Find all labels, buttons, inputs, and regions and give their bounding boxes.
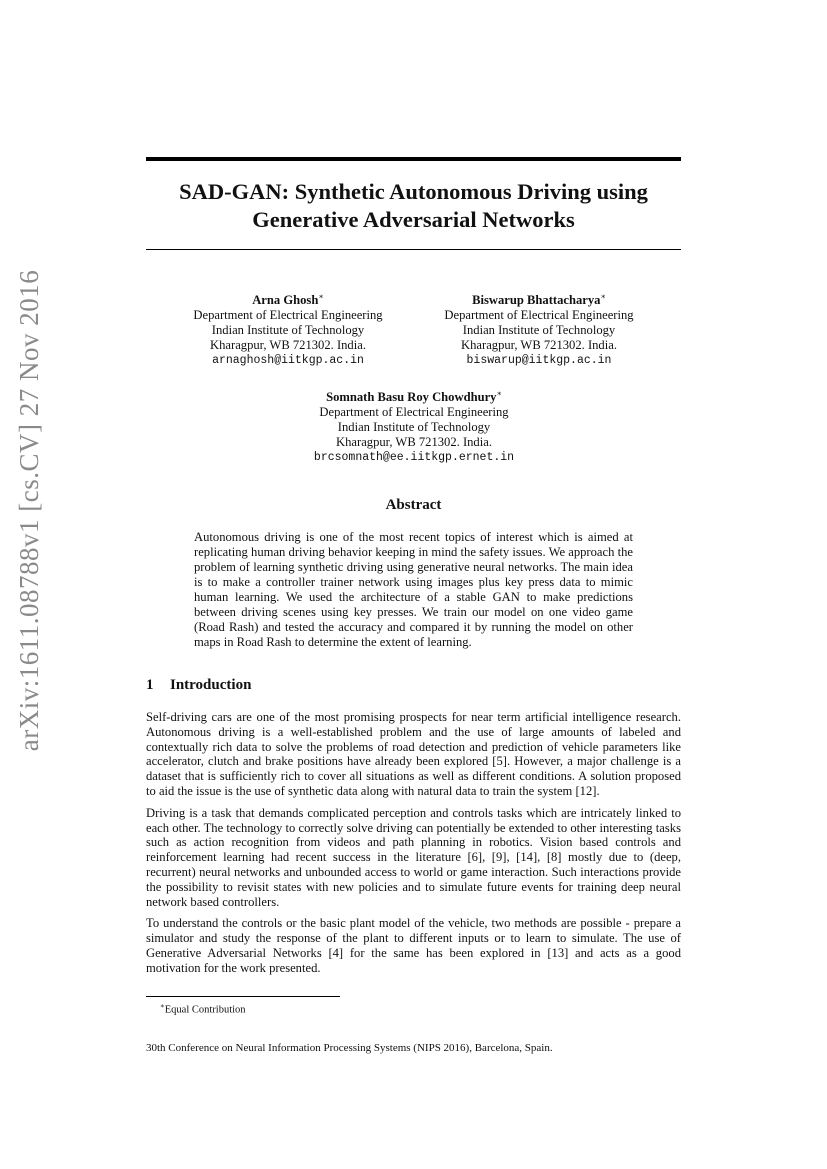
author-block <box>173 289 403 368</box>
paragraph: Driving is a task that demands complicated perception and controls tasks which are intricately linked to each other. The technology to correctly solve driving can potentially be extended to other interesting tasks such as action recognition from videos and path planning in robotics. Vision based controls and reinforcement learning had recent success in the literature [6], [9], [14], [8] mostly due to (deep, recurrent) neural networks and unbounded access to world or game interaction. Such interactions provide the possibility to revisit states with new policies and to simulate future events for training deep neural network based controllers. <box>146 805 681 909</box>
conference-note: 30th Conference on Neural Information Processing Systems (NIPS 2016), Barcelona, Spain. <box>146 1042 553 1054</box>
author-email[interactable]: brcsomnath@ee.iitkgp.ernet.in <box>313 451 515 465</box>
author-email[interactable]: biswarup@iitkgp.ac.in <box>466 354 612 368</box>
arxiv-stamp <box>0 269 60 751</box>
equal-contribution-mark: ∗ <box>496 389 502 398</box>
author-department: Department of Electrical Engineering <box>444 308 634 323</box>
arxiv-id: arXiv:1611.08788v1 [cs.CV] 27 Nov 2016 <box>14 269 45 751</box>
author-department: Department of Electrical Engineering <box>319 405 509 420</box>
title-rule-top <box>146 157 681 161</box>
author-block <box>284 386 544 465</box>
paragraph: Self-driving cars are one of the most promising prospects for near term artificial intelligence research. Autonomous driving is a well-established problem and the use of large amounts of labeled and contextually rich data to solve the problems of road detection and prediction of vehicle parameters like accelerator, clutch and brake positions have already been explored [5]. However, a major challenge is a dataset that is sufficiently rich to cover all situations as well as different conditions. A solution proposed to aid the issue is the use of synthetic data along with natural data to train the system [12]. <box>146 710 681 798</box>
author-name: Somnath Basu Roy Chowdhury∗ <box>326 389 502 405</box>
author-institute: Indian Institute of Technology <box>337 420 491 435</box>
title-line-1: SAD-GAN: Synthetic Autonomous Driving using <box>179 179 648 204</box>
title-rule-bottom <box>146 249 681 250</box>
author-block <box>424 289 654 368</box>
footnote-mark: ∗ <box>160 1002 165 1010</box>
equal-contribution-mark: ∗ <box>318 292 324 301</box>
footnote-rule <box>146 996 340 997</box>
author-institute: Indian Institute of Technology <box>462 323 616 338</box>
equal-contribution-mark: ∗ <box>600 292 606 301</box>
paragraph: To understand the controls or the basic plant model of the vehicle, two methods are possible - prepare a simulator and study the response of the plant to different inputs or to learn to simulate. The use of Generative Adversarial Networks [4] for the same has been explored in [13] and acts as a good motivation for the work presented. <box>146 916 681 975</box>
introduction-body <box>146 710 681 983</box>
footnote-text: Equal Contribution <box>164 1004 246 1016</box>
author-address: Kharagpur, WB 721302. India. <box>336 435 492 450</box>
author-address: Kharagpur, WB 721302. India. <box>461 338 617 353</box>
section-title: Introduction <box>170 677 252 693</box>
author-name: Biswarup Bhattacharya∗ <box>472 292 606 308</box>
abstract-heading: Abstract <box>385 497 442 513</box>
footnote <box>160 1000 560 1017</box>
author-department: Department of Electrical Engineering <box>193 308 383 323</box>
paper-title <box>146 178 681 234</box>
section-number: 1 <box>146 677 154 693</box>
section-heading <box>146 677 681 694</box>
author-institute: Indian Institute of Technology <box>211 323 365 338</box>
author-email[interactable]: arnaghosh@iitkgp.ac.in <box>212 354 364 368</box>
author-name: Arna Ghosh∗ <box>252 292 324 308</box>
author-address: Kharagpur, WB 721302. India. <box>210 338 366 353</box>
abstract-body: Autonomous driving is one of the most recent topics of interest which is aimed at replicating human driving behavior keeping in mind the safety issues. We approach the problem of learning synthetic driving using generative neural networks. The main idea is to make a controller trainer network using images plus key press data to mimic human learning. We used the architecture of a stable GAN to make predictions between driving scenes using key presses. We train our model on one video game (Road Rash) and tested the accuracy and compared it by running the model on other maps in Road Rash to determine the extent of learning. <box>194 530 633 649</box>
title-line-2: Generative Adversarial Networks <box>252 207 575 232</box>
